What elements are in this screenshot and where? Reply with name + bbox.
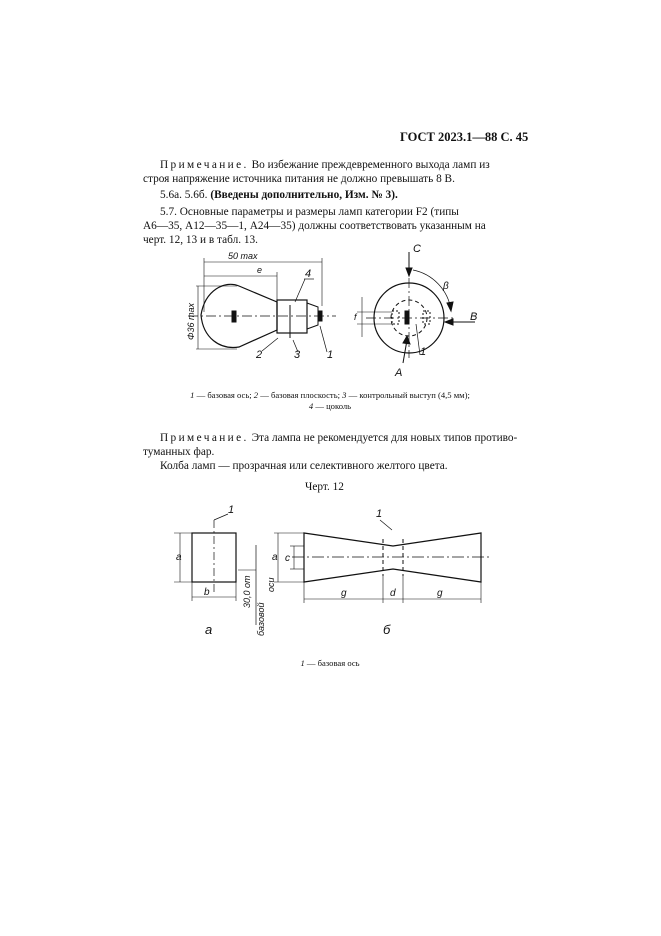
callout-1-a: 1 <box>228 504 235 516</box>
view-a-label: A <box>395 367 403 379</box>
base-axis-distance-line-1: 30,0 от <box>242 575 252 608</box>
caption-num-1: 1 <box>300 658 305 668</box>
caption-num-2: 2 <box>253 390 259 400</box>
caption-num-1: 1 <box>190 390 195 400</box>
angle-label: β <box>443 281 449 292</box>
base-axis-distance-line-2: базовой <box>256 602 266 636</box>
view-b-label: B <box>470 311 478 323</box>
paragraph-5-7-line-3: черт. 12, 13 и в табл. 13. <box>143 234 258 246</box>
paragraph-5-7-line-1: 5.7. Основные параметры и размеры ламп категории F2 (типы <box>160 206 459 218</box>
figure-title: Черт. 12 <box>305 481 344 493</box>
paragraph-5-7-line-2: А6—35, А12—35—1, А24—35) должны соответствовать указанным на <box>143 220 486 232</box>
note-2-line-3: Колба ламп — прозрачная или селективного желтого цвета. <box>160 460 448 472</box>
caption-num-3: 3 <box>342 390 347 400</box>
note-label: Примечание. <box>160 159 249 171</box>
caption-text-3: — контрольный выступ (4,5 мм); <box>346 390 470 400</box>
caption-num-4: 4 <box>308 401 314 411</box>
dim-b-label: b <box>204 587 210 598</box>
callout-4: 4 <box>305 268 312 280</box>
dim-g-left-label: g <box>341 588 347 599</box>
figure-caption-2 <box>250 658 410 669</box>
callout-3: 3 <box>294 349 301 361</box>
paragraph-number: 5.6а. 5.6б. <box>160 189 208 201</box>
note-text: Во избежание преждевременного выхода ламп из <box>251 159 490 171</box>
view-c-label: C <box>413 243 421 255</box>
subfigure-a-label: а <box>205 622 213 637</box>
dim-c-label: c <box>285 553 290 564</box>
subfigure-b-label: б <box>383 622 391 637</box>
paragraph-text: (Введены дополнительно, Изм. № 3). <box>210 189 398 201</box>
note-label: Примечание. <box>160 432 249 444</box>
note-text: Эта лампа не рекомендуется для новых типов противо- <box>251 432 518 444</box>
base-axis-distance-line-3: оси <box>266 577 276 592</box>
dim-diameter-label: Φ36 max <box>186 302 196 340</box>
caption-text-1: — базовая ось <box>304 658 360 668</box>
callout-1-front: 1 <box>420 346 427 358</box>
callout-2: 2 <box>256 349 263 361</box>
caption-text-1: — базовая ось; <box>194 390 254 400</box>
dim-e-label: e <box>257 265 263 275</box>
page-header: ГОСТ 2023.1—88 С. 45 <box>400 130 529 144</box>
note-1-line-2: строя напряжение источника питания не должно превышать 8 В. <box>143 173 455 185</box>
note-2-line-2: туманных фар. <box>143 446 215 458</box>
caption-text-2: — базовая плоскость; <box>258 390 343 400</box>
caption-text-4: — цоколь <box>313 401 352 411</box>
dim-d-label: d <box>390 588 396 599</box>
dim-a-label: a <box>176 552 182 563</box>
callout-1-b: 1 <box>376 508 383 520</box>
dim-g-right-label: g <box>437 588 443 599</box>
dim-a-label-b: a <box>272 552 278 563</box>
diagram-b <box>274 520 492 603</box>
dim-f-label: f <box>354 312 357 322</box>
callout-1: 1 <box>327 349 334 361</box>
dim-length-label: 50 max <box>228 251 258 261</box>
